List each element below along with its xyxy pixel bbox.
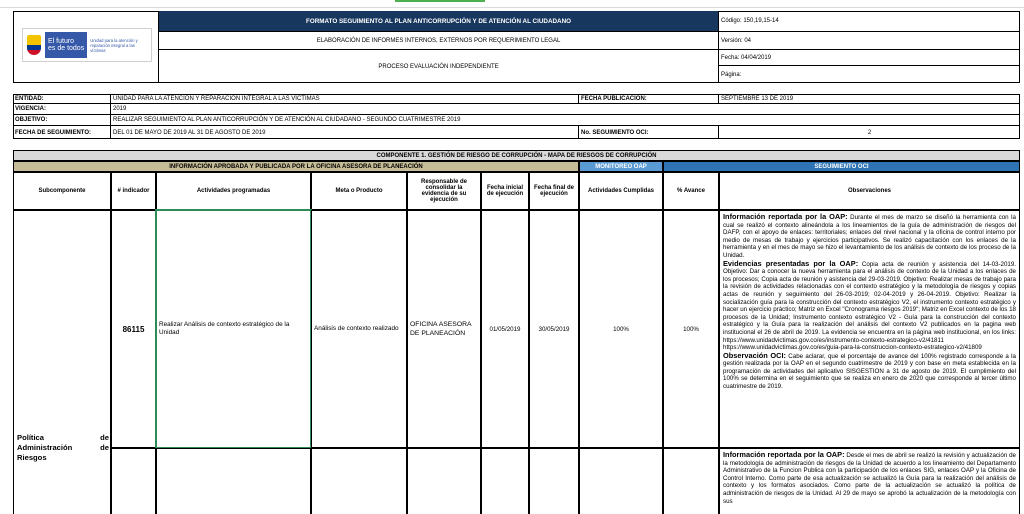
logo-line1: El futuro bbox=[48, 38, 75, 45]
row1-cumplidas: 100% bbox=[579, 210, 663, 448]
row1-obs-text-oci: Cabe aclarar, que el porcentaje de avance del 100% registrado corresponde a la gestión realizada por la OAP en el segundo cuatrimestre de 2019 y con base en meta establecida en la programación de actividades del aplicativo SISGESTION a 31 de agosto de 2019. El cumplimiento del 100% se determina en el seguimiento que se realiza en enero de 2020 que corresponde al tercer último cuatrimestre de 2019. bbox=[723, 352, 1016, 391]
monitoreo-header: MONITOREO OAP bbox=[579, 161, 663, 172]
logo-line2: es de todos bbox=[48, 45, 85, 52]
pub-label: FECHA PUBLICACIÓN: bbox=[579, 94, 719, 104]
vigencia-value: 2019 bbox=[111, 104, 1020, 115]
row1-fecha-final: 30/05/2019 bbox=[529, 210, 579, 448]
process-name: PROCESO EVALUACIÓN INDEPENDIENTE bbox=[159, 50, 719, 83]
row2-fecha-inicial bbox=[481, 448, 529, 514]
row1-fecha-inicial: 01/05/2019 bbox=[481, 210, 529, 448]
seguimiento-label: FECHA DE SEGUIMIENTO: bbox=[13, 126, 111, 139]
col-fecha-inicial: Fecha inicial de ejecución bbox=[481, 172, 529, 210]
entidad-label: ENTIDAD: bbox=[13, 94, 111, 104]
col-cumplidas: Actividades Cumplidas bbox=[579, 172, 663, 210]
row1-responsable-text: OFICINA ASESORA DE PLANEACIÓN bbox=[410, 321, 472, 337]
row2-observaciones bbox=[719, 448, 1020, 514]
format-title: FORMATO SEGUIMIENTO AL PLAN ANTICORRUPCIÓN Y DE ATENCIÓN AL CIUDADANO bbox=[159, 11, 719, 32]
row1-obs-text-oap: Durante el mes de marzo se diseñó la herramienta con la cual se realizó el contexto alineándola a los lineamientos de la guía de administración de riesgos del DAFP, con el apoyo de enlaces: territoriales; enlaces del nivel nacional y la oficina de control interno por medio de mesas de trabajo y ejercicios participativos. Se realizó capacitación con los enlaces de la herramienta y en el mes de mayo se hizo el levantamiento de los análisis de contexto de los proceso de la Unidad. bbox=[723, 214, 1016, 259]
col-indicador: # indicador bbox=[111, 172, 156, 210]
col-responsable: Responsable de consolidar la evidencia de su ejecución bbox=[407, 172, 481, 210]
doc-date: Fecha: 04/04/2019 bbox=[719, 50, 1020, 66]
seguimiento-header: SEGUIMIENTO OCI bbox=[663, 161, 1020, 172]
objetivo-value: REALIZAR SEGUIMIENTO AL PLAN ANTICORRUPCIÓN Y DE ATENCIÓN AL CIUDADANO - SEGUNDO CUATRIMESTRE 2019 bbox=[111, 115, 1020, 126]
seguimiento-value: DEL 01 DE MAYO DE 2019 AL 31 DE AGOSTO DE 2019 bbox=[111, 126, 579, 139]
col-meta: Meta o Producto bbox=[311, 172, 407, 210]
doc-version: Versión: 04 bbox=[719, 32, 1020, 50]
logo-unit: Unidad para la atención y reparación integral a las víctimas bbox=[90, 37, 138, 53]
row1-obs-heading-oci: Observación OCI: bbox=[723, 350, 786, 360]
vigencia-label: VIGENCIA: bbox=[13, 104, 111, 115]
objetivo-label: OBJETIVO: bbox=[13, 115, 111, 126]
row2-obs-text-oap: Desde el mes de abril se realizó la revisión y actualización de la metodología de administración de riesgos de la Unidad de acuerdo a los lineamiento del Departamento Administrativo de la Funcion Publica con la participación de los enlaces SIG, enlaces OAP y la Oficina de Control Interno. Como parte de esa actualización se actualizó la Guía para la realización del análisis de contexto y los formatos asociados. Como parte de la actualización se actualizó la política de administración de riesgos de la Unidad. Al 29 de mayo se aprobó la actualización de la metodología con sus bbox=[723, 452, 1016, 505]
doc-page: Página: bbox=[721, 71, 742, 78]
row2-avance bbox=[663, 448, 719, 514]
row1-obs-text-evidencias: Copia acta de reunión y asistencia del 14-03-2019. Objetivo: Dar a conocer la nueva herramienta para el análisis de contexto de la Unidad a los enlaces de los procesos; Copia acta de reunión y asistencia del 29-03-2019. Objetivo: Realizar mesas de trabajo para la revisión de actividades relacionadas con el contexto estratégico y la metodología de riesgos y copias actas de reunión y seguimiento del 26-03-2019; 02-04-2019 y 26-04-2019. Objetivo: Realizar la socialización guía para la construcción del contexto estratégico V2, el instrumento contexto estratégico y hacer un ejercicio práctico; Matriz en Excel "Cronograma riesgos 2019"; Matriz en Excel contexto de los 18 procesos de la Unidad; Instrumento contexto estratégico V2 - Guía para la construcción del contexto estratégico y la Guía para la realización del análisis del contexto V2 publicados en la pagina web institucional el 26 de abril de 2019. La evidencia se encuentra en la página web institucional, en los links: https://www.unidadvictimas.gov.co/es/instrumento-contexto-estrategico-v2/41811 https://www.unidadvictimas.gov.co/es/guia-para-la-construccion-contexto-estrategico-v2/41809 bbox=[723, 260, 1016, 352]
entidad-value: UNIDAD PARA LA ATENCIÓN Y REPARACIÓN INTEGRAL A LAS VÍCTIMAS bbox=[111, 94, 579, 104]
row1-observaciones bbox=[719, 210, 1020, 448]
info-aprobada-header: INFORMACIÓN APROBADA Y PUBLICADA POR LA OFICINA ASESORA DE PLANEACIÓN bbox=[13, 161, 579, 172]
row1-actividad[interactable] bbox=[156, 210, 311, 448]
doc-subtitle: ELABORACIÓN DE INFORMES INTERNOS, EXTERNOS POR REQUERIMIENTO LEGAL bbox=[159, 32, 719, 50]
row2-indicador bbox=[111, 448, 156, 514]
num-seguimiento-value: 2 bbox=[867, 129, 872, 136]
doc-code: Código: 150,19,15-14 bbox=[719, 11, 1020, 32]
row1-actividad-text: Realizar Análisis de contexto estratégico de la Unidad bbox=[159, 321, 290, 336]
row1-responsable bbox=[407, 210, 481, 448]
col-observaciones: Observaciones bbox=[719, 172, 1020, 210]
row1-indicador: 86115 bbox=[111, 210, 156, 448]
pub-value: SEPTIEMBRE 13 DE 2019 bbox=[719, 94, 1020, 104]
top-green-line bbox=[395, 0, 485, 2]
colombia-shield-icon bbox=[27, 35, 41, 55]
col-actividades: Actividades programadas bbox=[156, 172, 311, 210]
gridline bbox=[0, 7, 1024, 8]
row2-obs-heading-oap: Información reportada por la OAP: bbox=[723, 450, 845, 459]
row2-responsable bbox=[407, 448, 481, 514]
component-title: COMPONENTE 1. GESTIÓN DE RIESGO DE CORRUPCIÓN - MAPA DE RIESGOS DE CORRUPCIÓN bbox=[13, 150, 1020, 161]
row1-meta-text: Análisis de contexto realizado bbox=[314, 325, 399, 332]
row1-obs-heading-evidencias: Evidencias presentadas por la OAP: bbox=[723, 258, 859, 268]
subcomponente-value: Política de Administración de Riesgos bbox=[17, 433, 109, 462]
row2-cumplidas bbox=[579, 448, 663, 514]
num-seguimiento-label: No. SEGUIMIENTO OCI: bbox=[579, 126, 719, 139]
row2-fecha-final bbox=[529, 448, 579, 514]
row2-meta bbox=[311, 448, 407, 514]
col-subcomponente: Subcomponente bbox=[13, 172, 111, 210]
row1-avance: 100% bbox=[663, 210, 719, 448]
logo-box bbox=[22, 28, 152, 62]
row1-meta bbox=[311, 210, 407, 448]
subcomponente-cell bbox=[13, 210, 111, 514]
col-fecha-final: Fecha final de ejecución bbox=[529, 172, 579, 210]
logo-cell bbox=[13, 11, 159, 83]
col-avance: % Avance bbox=[663, 172, 719, 210]
row2-actividad bbox=[156, 448, 311, 514]
row1-obs-heading-oap: Información reportada por la OAP: bbox=[723, 212, 848, 221]
logo-text bbox=[45, 32, 87, 58]
